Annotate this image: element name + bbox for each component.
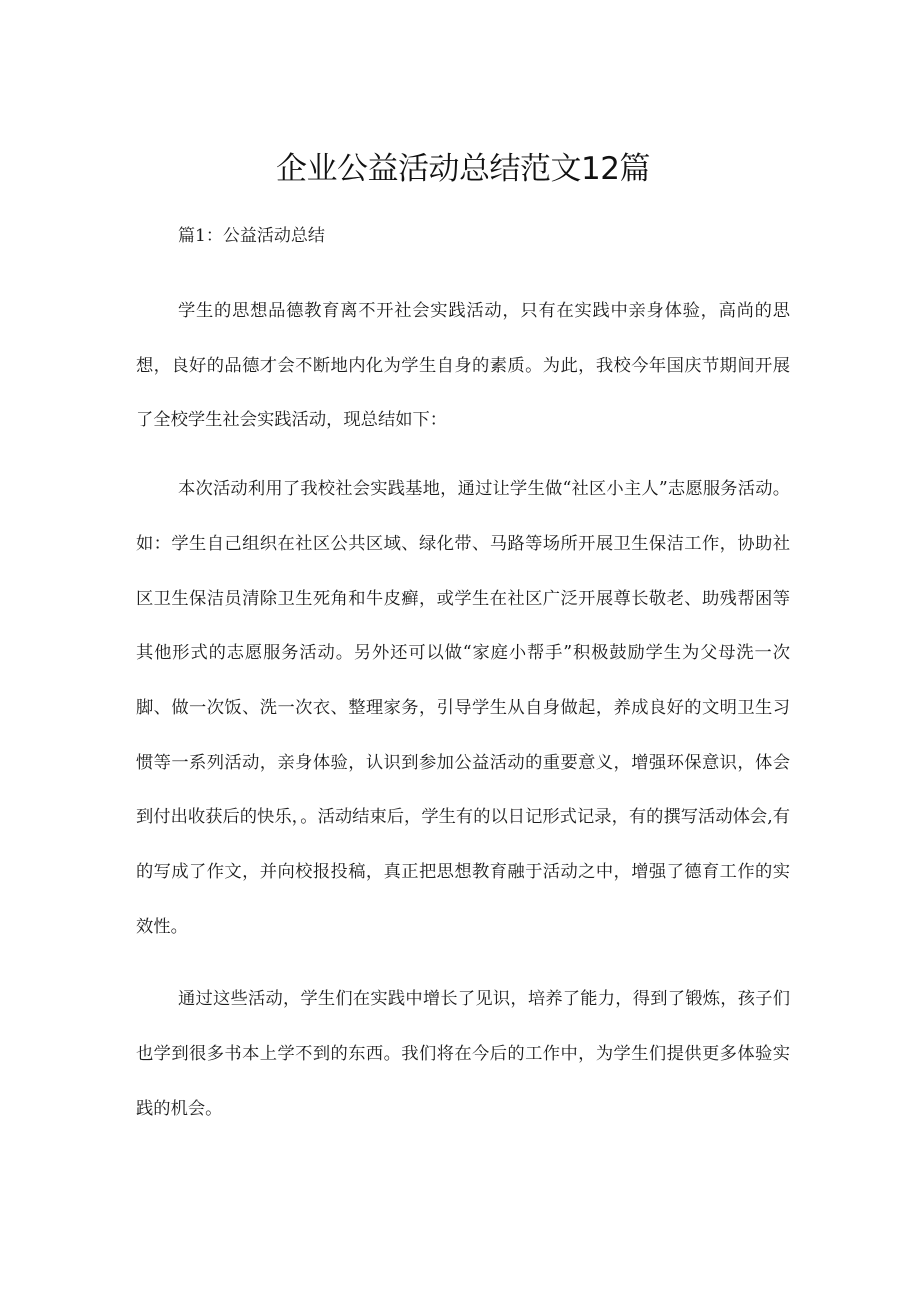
section-heading: 篇1：公益活动总结: [178, 226, 325, 246]
body-paragraph-2: 本次活动利用了我校社会实践基地，通过让学生做“社区小主人”志愿服务活动。如：学生自己组织在社区公共区域、绿化带、马路等场所开展卫生保洁工作，协助社区卫生保洁员清除卫生死角和牛皮癣，或学生在社区广泛开展尊长敬老、助残帮困等其他形式的志愿服务活动。另外还可以做“家庭小帮手”积极鼓励学生为父母洗一次脚、做一次饭、洗一次衣、整理家务，引导学生从自身做起，养成良好的文明卫生习惯等一系列活动，亲身体验，认识到参加公益活动的重要意义，增强环保意识，体会到付出收获后的快乐，。活动结束后，学生有的以日记形式记录，有的撰写活动体会,有的写成了作文，并向校报投稿，真正把思想教育融于活动之中，增强了德育工作的实效性。: [136, 479, 790, 937]
body-paragraph-3: 通过这些活动，学生们在实践中增长了见识，培养了能力，得到了锻炼，孩子们也学到很多书本上学不到的东西。我们将在今后的工作中，为学生们提供更多体验实践的机会。: [136, 989, 790, 1119]
body-paragraph-1: 学生的思想品德教育离不开社会实践活动，只有在实践中亲身体验，高尚的思想，良好的品德才会不断地内化为学生自身的素质。为此，我校今年国庆节期间开展了全校学生社会实践活动，现总结如下：: [136, 301, 790, 431]
document-title: 企业公益活动总结范文12篇: [276, 151, 650, 187]
